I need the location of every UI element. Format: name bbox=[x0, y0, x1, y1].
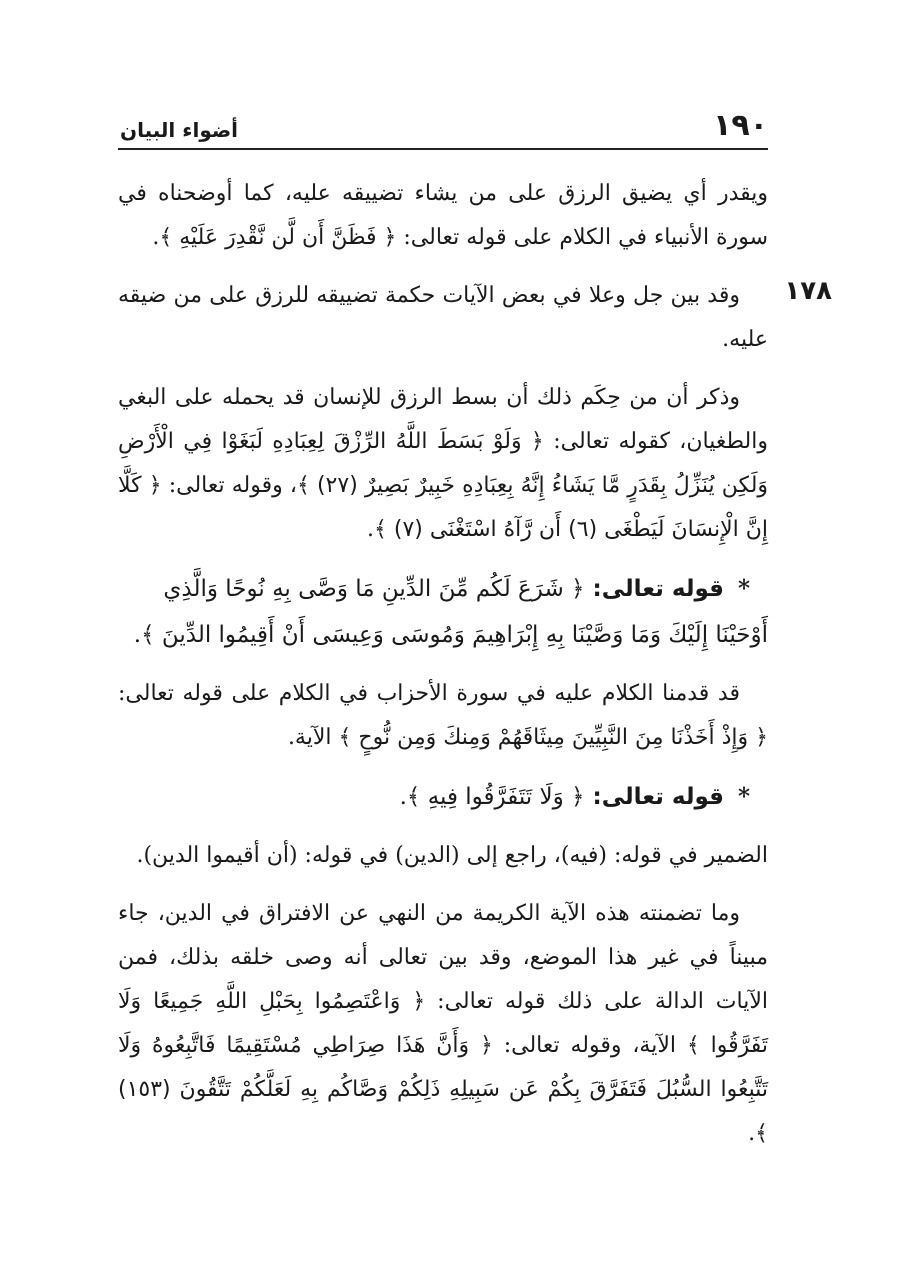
paragraph-1-end: . bbox=[152, 225, 160, 250]
heading-label: قوله تعالى: bbox=[592, 576, 724, 602]
page-body bbox=[118, 150, 768, 1156]
quran-quote: ﴿ وَاعْتَصِمُوا بِحَبْلِ اللَّهِ جَمِيعًا وَلَا تَفَرَّقُوا ﴾ bbox=[118, 989, 768, 1058]
quran-quote: ﴿ شَرَعَ لَكُم مِّنَ الدِّينِ مَا وَصَّى بِهِ نُوحًا وَالَّذِي أَوْحَيْنَا إِلَيْكَ وَمَا وَصَّيْنَا بِهِ إِبْرَاهِيمَ وَمُوسَى وَعِيسَى أَنْ أَقِيمُوا الدِّينَ ﴾ bbox=[141, 576, 768, 648]
paragraph-6-end: . bbox=[748, 1121, 756, 1146]
paragraph-4-end: الآية. bbox=[287, 725, 339, 750]
paragraph-1 bbox=[118, 172, 768, 260]
margin-reference-number: ١٧٨ bbox=[784, 276, 832, 306]
paragraph-6-text: وما تضمنته هذه الآية الكريمة من النهي عن الافتراق في الدين، جاء مبيناً في غير هذا الموضع، وقد بين تعالى أنه وصى خلقه بذلك، فمن الآيات الدالة على ذلك قوله تعالى: bbox=[118, 901, 768, 1014]
paragraph-4-text: قد قدمنا الكلام عليه في سورة الأحزاب في الكلام على قوله تعالى: bbox=[118, 681, 740, 706]
page-number: ١٩٠ bbox=[713, 108, 768, 143]
paragraph-2 bbox=[118, 274, 768, 362]
paragraph-3-text: وذكر أن من حِكَم ذلك أن بسط الرزق للإنسان قد يحمله على البغي والطغيان، كقوله تعالى: bbox=[118, 385, 768, 454]
heading-end: . bbox=[399, 784, 407, 810]
quran-quote: ﴿ فَظَنَّ أَن لَّن نَّقْدِرَ عَلَيْهِ ﴾ bbox=[159, 225, 397, 250]
verse-heading-1 bbox=[118, 566, 768, 658]
paragraph-1-text: ويقدر أي يضيق الرزق على من يشاء تضييقه عليه، كما أوضحناه في سورة الأنبياء في الكلام على قوله تعالى: bbox=[118, 181, 768, 250]
paragraph-5 bbox=[118, 834, 768, 878]
paragraph-4 bbox=[118, 672, 768, 760]
verse-heading-2 bbox=[118, 774, 768, 820]
quran-quote: ﴿ كَلَّا إِنَّ الْإِنسَانَ لَيَطْغَى (٦) أَن رَّآهُ اسْتَغْنَى (٧) ﴾ bbox=[118, 473, 768, 542]
paragraph-6 bbox=[118, 892, 768, 1156]
heading-star: * bbox=[737, 783, 750, 810]
quran-quote: ﴿ وَلَا تَتَفَرَّقُوا فِيهِ ﴾ bbox=[406, 784, 585, 810]
paragraph-3-mid: ، وقوله تعالى: bbox=[161, 473, 297, 498]
paragraph-5-text: الضمير في قوله: (فيه)، راجع إلى (الدين) في قوله: (أن أقيموا الدين). bbox=[136, 843, 768, 868]
paragraph-2-text: وقد بين جل وعلا في بعض الآيات حكمة تضييقه للرزق على من ضيقه عليه. bbox=[118, 283, 768, 352]
paragraph-3-end: . bbox=[366, 517, 374, 542]
heading-star: * bbox=[737, 575, 750, 602]
quran-quote: ﴿ وَلَوْ بَسَطَ اللَّهُ الرِّزْقَ لِعِبَادِهِ لَبَغَوْا فِي الْأَرْضِ وَلَكِن يُنَزِّلُ بِقَدَرٍ مَّا يَشَاءُ إِنَّهُ بِعِبَادِهِ خَبِيرٌ بَصِيرٌ (٢٧) ﴾ bbox=[118, 429, 769, 498]
quran-quote: ﴿ وَإِذْ أَخَذْنَا مِنَ النَّبِيِّينَ مِيثَاقَهُمْ وَمِنكَ وَمِن نُّوحٍ ﴾ bbox=[338, 725, 768, 750]
running-title: أضواء البيان bbox=[120, 118, 239, 142]
heading-label: قوله تعالى: bbox=[592, 784, 724, 810]
paragraph-3 bbox=[118, 376, 768, 552]
page-header bbox=[118, 100, 768, 150]
paragraph-6-mid: الآية، وقوله تعالى: bbox=[492, 1033, 687, 1058]
quran-quote: ﴿ وَأَنَّ هَذَا صِرَاطِي مُسْتَقِيمًا فَاتَّبِعُوهُ وَلَا تَتَّبِعُوا السُّبُلَ فَتَفَرَّقَ بِكُمْ عَن سَبِيلِهِ ذَلِكُمْ وَصَّاكُم بِهِ لَعَلَّكُمْ تَتَّقُونَ (١٥٣) ﴾ bbox=[118, 1033, 768, 1146]
heading-end: . bbox=[133, 622, 142, 648]
page bbox=[118, 100, 832, 1170]
